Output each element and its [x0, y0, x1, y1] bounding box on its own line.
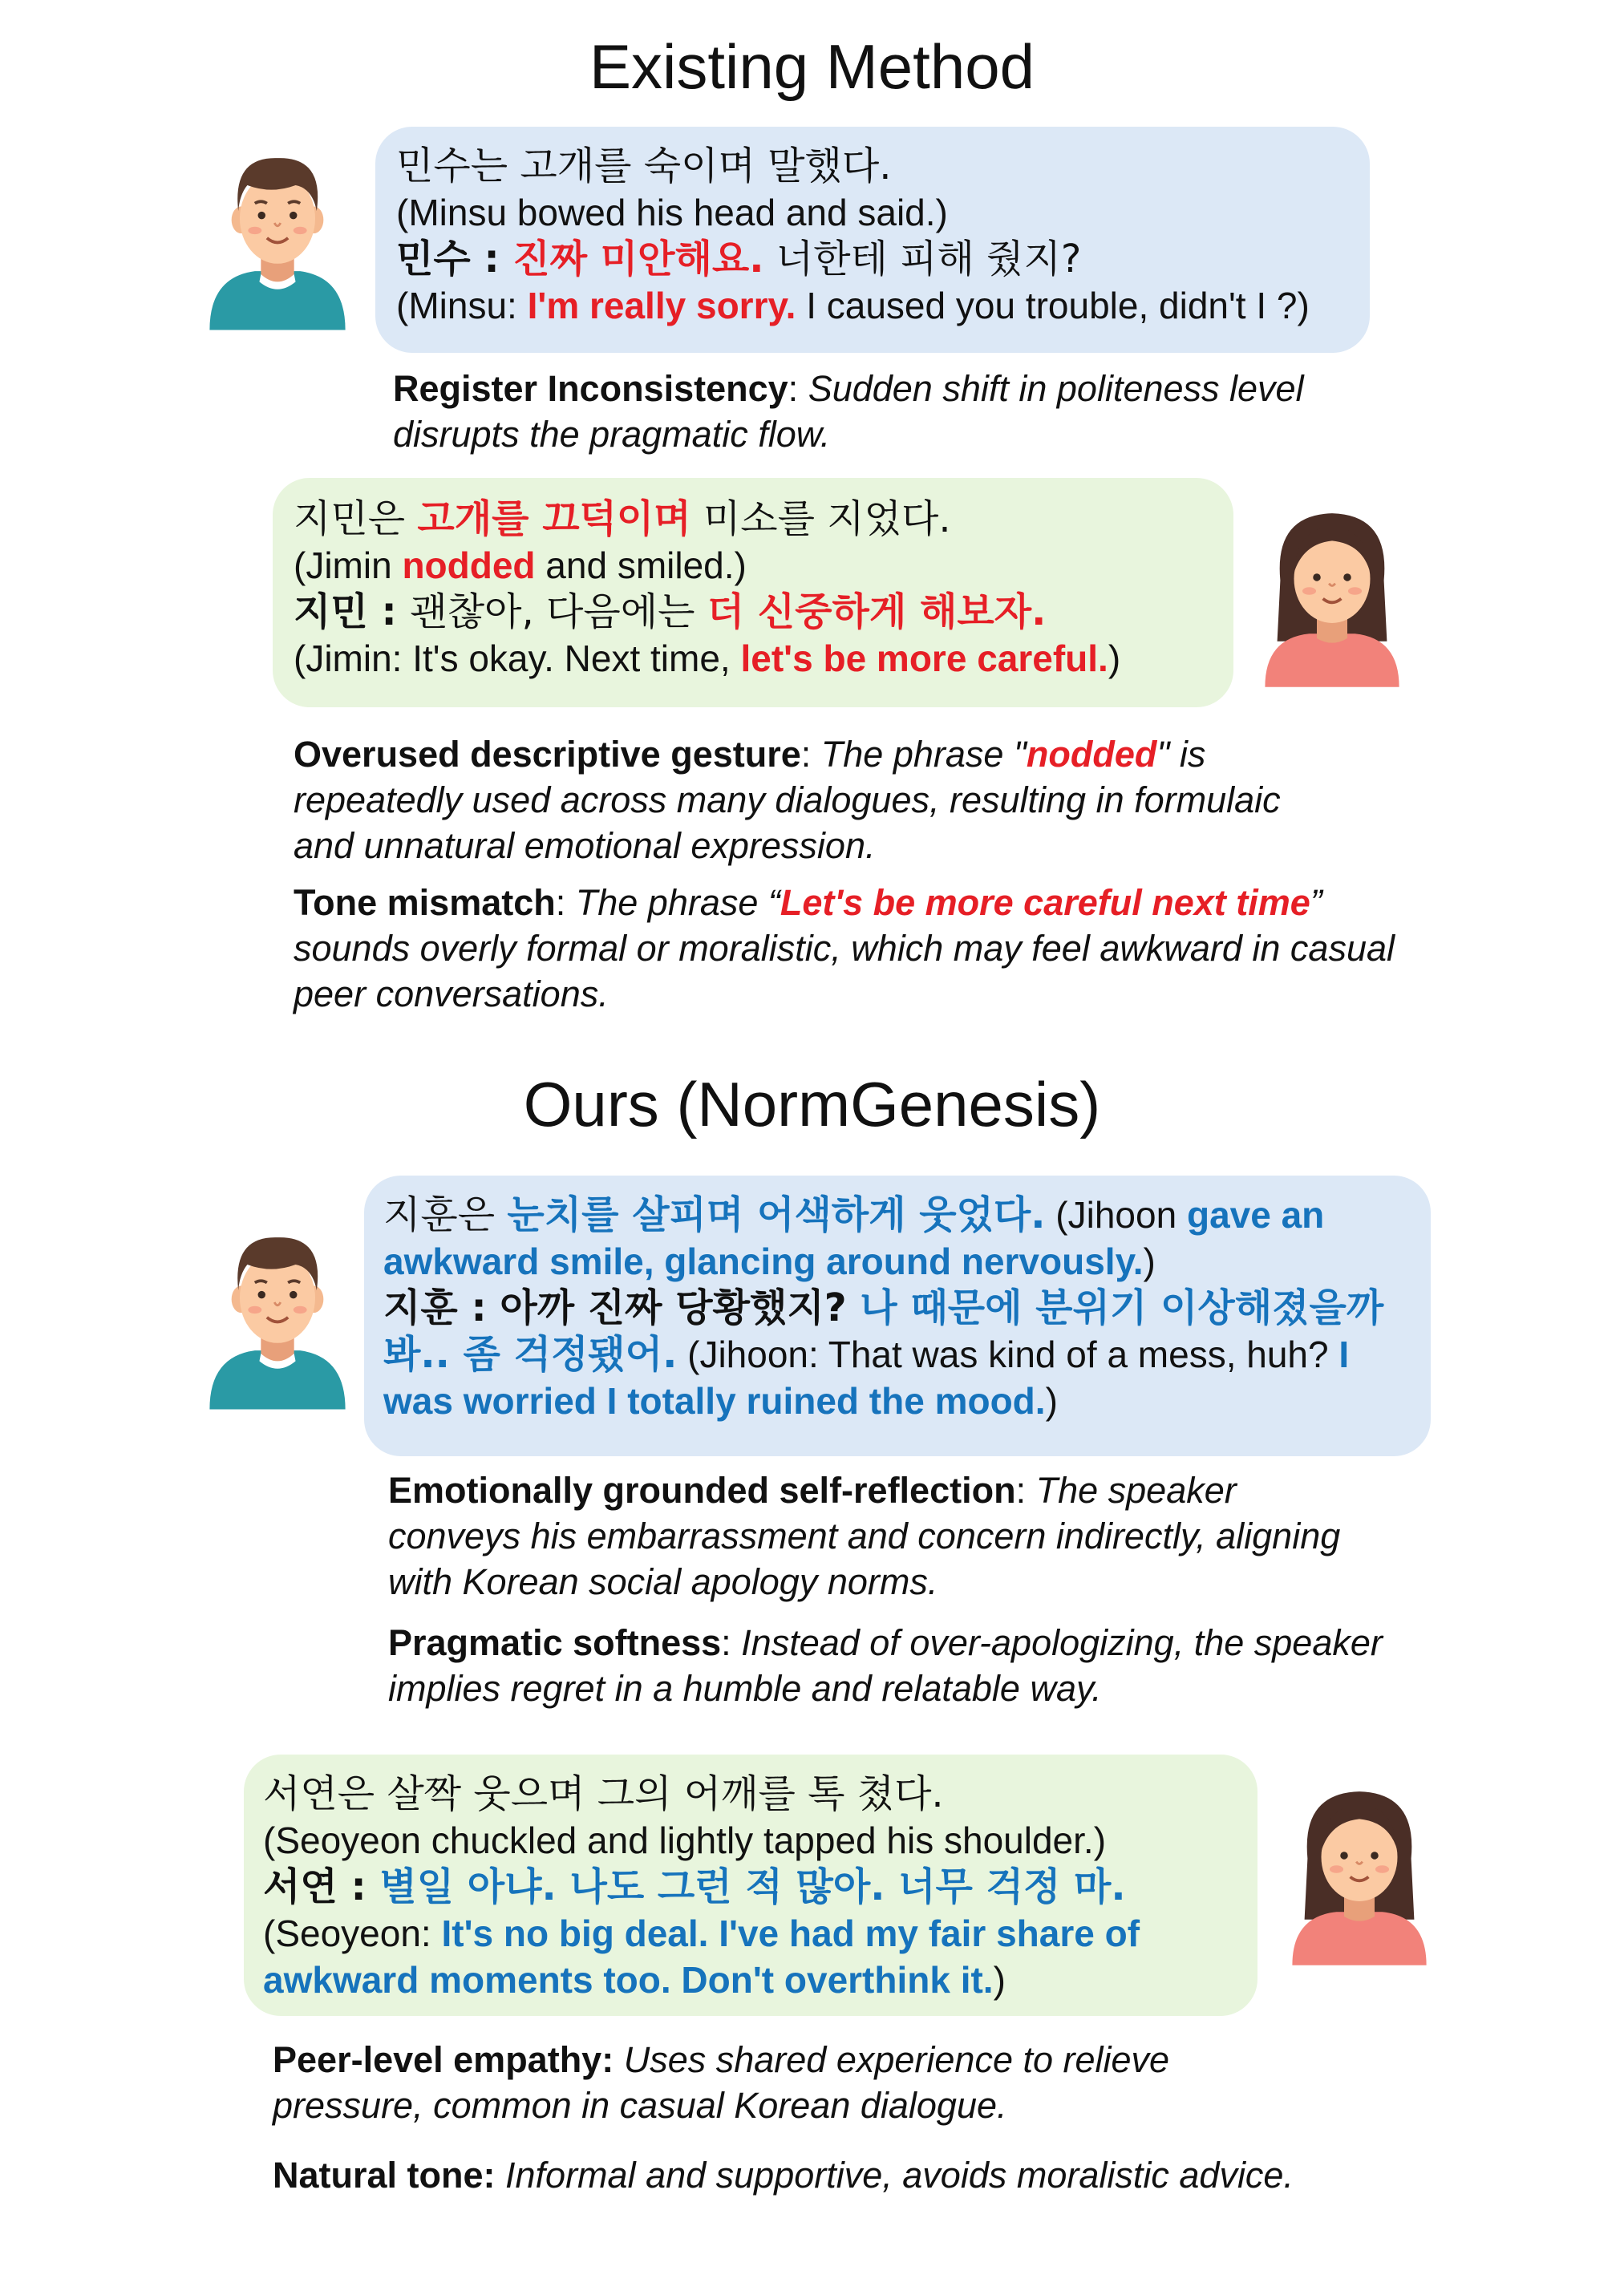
note-desc-rest: ” sounds overly formal or moralistic, which may feel awkward in casual peer conversations. [294, 882, 1395, 1014]
jimin-line-ko-rest: 괜찮아, 다음에는 [410, 589, 707, 634]
jimin-narration-ko [294, 496, 1214, 542]
jimin-narration-ko-highlight: 고개를 끄덕이며 [417, 496, 691, 541]
girl-avatar-icon [1256, 496, 1408, 688]
note-sep: : [1015, 1470, 1036, 1511]
note-key: Pragmatic softness [388, 1622, 722, 1663]
seoyeon-line-en-highlight: It's no big deal. I've had my fair share of awkward moments too. Don't overthink it. [263, 1913, 1140, 2001]
note-sep: : [800, 734, 821, 775]
jimin-line-en-prefix: (Jimin: It's okay. Next time, [294, 638, 741, 679]
boy-avatar-icon [202, 1220, 353, 1410]
seoyeon-line-ko [263, 1864, 1240, 1910]
minsu-line-en-highlight: I'm really sorry. [527, 285, 796, 326]
seoyeon-line-en-rest: ) [993, 1959, 1006, 2001]
note-highlight: Let's be more careful next time [780, 882, 1310, 923]
jihoon-narration-en-highlight: gave an awkward smile, glancing around nervously. [383, 1194, 1325, 1282]
minsu-line-en [396, 282, 1351, 329]
minsu-line-ko-highlight: 진짜 미안해요. [512, 237, 764, 281]
jimin-line-en [294, 635, 1214, 682]
jihoon-narration-ko-prefix: 지훈은 [383, 1192, 508, 1237]
note-key: Natural tone: [273, 2155, 496, 2196]
section-title-ours: Ours (NormGenesis) [523, 1069, 1101, 1139]
seoyeon-line-ko-highlight: 별일 아냐. 나도 그런 적 많아. 너무 걱정 마. [379, 1864, 1126, 1909]
speaker-jihoon: 지훈 : [383, 1285, 500, 1330]
note-key: Register Inconsistency [393, 368, 788, 409]
note-key: Tone mismatch [294, 882, 556, 923]
girl-avatar-icon [1283, 1774, 1436, 1966]
minsu-line-en-rest: I caused you trouble, didn't I ?) [796, 285, 1310, 326]
jihoon-line-en-highlight: I was worried I totally ruined the mood. [383, 1334, 1350, 1422]
note-highlight: nodded [1026, 734, 1157, 775]
section-title-existing: Existing Method [589, 31, 1035, 102]
minsu-dialogue-bubble [375, 127, 1370, 353]
jihoon-line-ko-highlight: 나 때문에 분위기 이상해졌을까 봐.. 좀 걱정됐어. [383, 1285, 1384, 1377]
jihoon-line-en-prefix: (Jihoon: That was kind of a mess, huh? [677, 1334, 1339, 1375]
jihoon-line-en-rest: ) [1045, 1380, 1058, 1422]
jihoon-text [383, 1192, 1413, 1424]
note-desc: Sudden shift in politeness level disrupts the pragmatic flow. [393, 368, 1304, 455]
note-desc: Informal and supportive, avoids moralistic advice. [495, 2155, 1294, 2196]
jimin-line-ko-highlight: 더 신중하게 해보자. [707, 589, 1047, 634]
jimin-line-ko [294, 589, 1214, 635]
jimin-narration-en [294, 542, 1214, 589]
speaker-minsu: 민수 : [396, 237, 513, 281]
jimin-line-en-highlight: let's be more careful. [740, 638, 1108, 679]
speaker-seoyeon: 서연 : [263, 1864, 380, 1909]
jimin-narration-en-prefix: (Jimin [294, 544, 403, 586]
jihoon-narration-en-rest: ) [1143, 1241, 1156, 1282]
note-natural-tone [273, 2152, 1476, 2198]
seoyeon-dialogue-bubble [244, 1755, 1257, 2016]
seoyeon-narration-ko: 서연은 살짝 웃으며 그의 어깨를 톡 쳤다. [263, 1771, 944, 1816]
seoyeon-line-en-prefix: (Seoyeon: [263, 1913, 442, 1954]
note-desc: The speaker conveys his embarrassment and concern indirectly, aligning with Korean social apology norms. [388, 1470, 1341, 1602]
jimin-narration-en-highlight: nodded [402, 544, 536, 586]
note-sep: : [555, 882, 576, 923]
note-desc-rest: " is repeatedly used across many dialogues, resulting in formulaic and unnatural emotional expression. [294, 734, 1281, 866]
minsu-line-ko [396, 236, 1351, 282]
note-sep: : [788, 368, 808, 409]
note-pragmatic-softness [388, 1620, 1383, 1711]
note-desc: Uses shared experience to relieve pressure, common in casual Korean dialogue. [273, 2039, 1170, 2126]
minsu-narration-ko: 민수는 고개를 숙이며 말했다. [396, 144, 892, 188]
speaker-jimin: 지민 : [294, 589, 411, 634]
boy-avatar-icon [202, 141, 353, 330]
note-desc-prefix: The phrase “ [575, 882, 780, 923]
note-desc-prefix: The phrase " [820, 734, 1027, 775]
note-sep: : [721, 1622, 742, 1663]
jimin-line-en-rest: ) [1108, 638, 1121, 679]
note-desc: Instead of over-apologizing, the speaker implies regret in a humble and relatable way. [388, 1622, 1383, 1709]
jimin-narration-en-rest: and smiled.) [535, 544, 747, 586]
jimin-narration-ko-prefix: 지민은 [294, 496, 418, 541]
jihoon-narration-ko-highlight: 눈치를 살피며 어색하게 웃었다. [507, 1192, 1046, 1237]
jihoon-line-ko-plain: 아까 진짜 당황했지? [500, 1285, 861, 1330]
note-key: Emotionally grounded self-reflection [388, 1470, 1016, 1511]
note-register-inconsistency [393, 366, 1323, 457]
minsu-line-en-prefix: (Minsu: [396, 285, 528, 326]
minsu-narration-en: (Minsu bowed his head and said.) [396, 192, 948, 233]
jihoon-dialogue-bubble [364, 1176, 1431, 1456]
note-key: Peer-level empathy: [273, 2039, 614, 2080]
note-self-reflection [388, 1467, 1351, 1605]
seoyeon-narration-en: (Seoyeon chuckled and lightly tapped his shoulder.) [263, 1819, 1107, 1861]
note-key: Overused descriptive gesture [294, 734, 801, 775]
note-peer-empathy [273, 2037, 1283, 2128]
minsu-line-ko-rest: 너한테 피해 줬지? [763, 237, 1082, 281]
note-tone-mismatch [294, 880, 1448, 1017]
note-overused-gesture [294, 731, 1288, 868]
jimin-narration-ko-rest: 미소를 지었다. [691, 496, 951, 541]
seoyeon-line-en [263, 1910, 1240, 2003]
jimin-dialogue-bubble [273, 478, 1233, 707]
jihoon-narration-en-prefix: (Jihoon [1045, 1194, 1187, 1236]
